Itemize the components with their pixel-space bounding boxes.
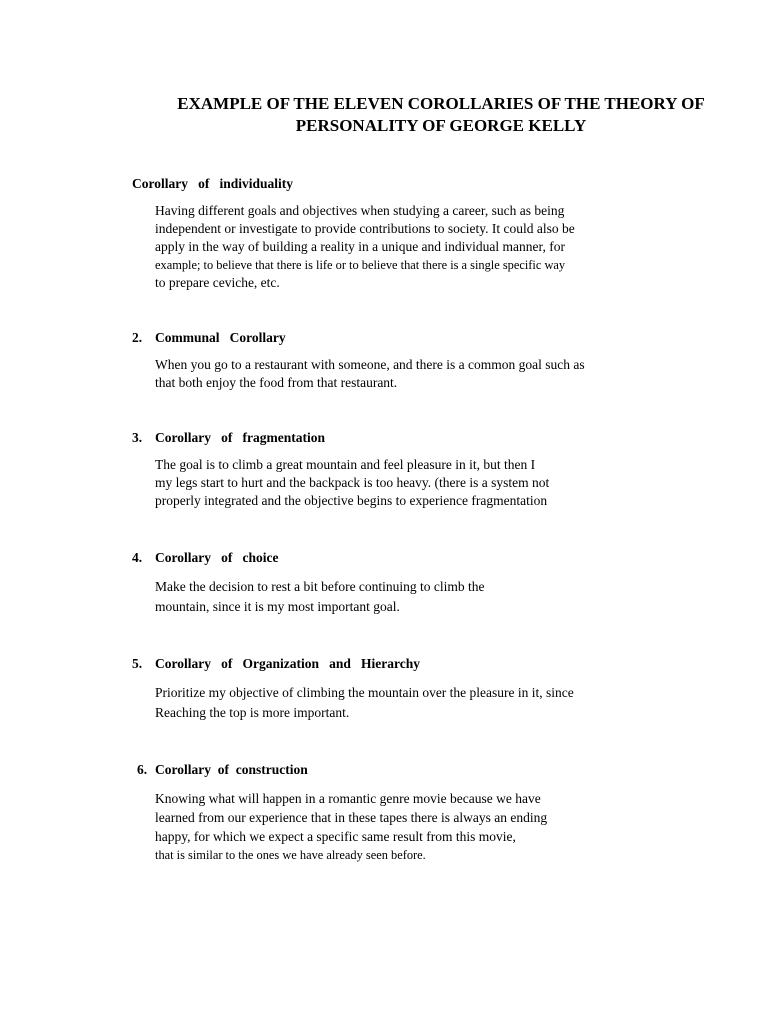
body-line: learned from our experience that in these tapes there is always an ending (155, 810, 548, 825)
section-heading-organization (132, 656, 420, 672)
section-heading-communal (132, 330, 286, 346)
section-heading-text: Corollary of construction (155, 762, 308, 777)
body-line: Make the decision to rest a bit before continuing to climb the (155, 579, 485, 594)
section-body-choice (155, 577, 485, 617)
section-heading-text: Corollary of choice (155, 550, 279, 565)
section-body-fragmentation (155, 456, 549, 510)
section-heading-fragmentation (132, 430, 325, 446)
body-line: to prepare ceviche, etc. (155, 275, 280, 290)
title-line-1: EXAMPLE OF THE ELEVEN COROLLARIES OF THE THEORY OF (177, 94, 705, 113)
title-line-2: PERSONALITY OF GEORGE KELLY (295, 116, 587, 135)
body-line: example; to believe that there is life or to believe that there is a single specific way (155, 258, 566, 272)
section-number: 4. (132, 550, 143, 565)
section-heading-text: Corollary of individuality (132, 176, 294, 191)
body-line: mountain, since it is my most important goal. (155, 599, 400, 614)
body-line: The goal is to climb a great mountain and feel pleasure in it, but then I (155, 457, 536, 472)
section-heading-construction (137, 762, 308, 778)
section-heading-choice (132, 550, 278, 566)
section-body-organization (155, 683, 574, 723)
section-heading-text: Communal Corollary (155, 330, 286, 345)
document-title (118, 93, 764, 137)
body-line: Prioritize my objective of climbing the mountain over the pleasure in it, since (155, 685, 574, 700)
body-line: my legs start to hurt and the backpack is too heavy. (there is a system not (155, 475, 550, 490)
body-line: apply in the way of building a reality in a unique and individual manner, for (155, 239, 565, 254)
section-body-individuality (155, 202, 575, 292)
body-line: When you go to a restaurant with someone, and there is a common goal such as (155, 357, 585, 372)
body-line: that is similar to the ones we have already seen before. (155, 848, 426, 862)
body-line: independent or investigate to provide contributions to society. It could also be (155, 221, 575, 236)
section-heading-individuality (132, 176, 293, 192)
body-line: properly integrated and the objective begins to experience fragmentation (155, 493, 548, 508)
section-number: 2. (132, 330, 143, 345)
body-line: happy, for which we expect a specific same result from this movie, (155, 829, 516, 844)
section-number: 6. (137, 762, 148, 777)
section-body-construction (155, 789, 547, 865)
section-heading-text: Corollary of fragmentation (155, 430, 325, 445)
body-line: Reaching the top is more important. (155, 705, 350, 720)
body-line: Having different goals and objectives when studying a career, such as being (155, 203, 565, 218)
section-number: 3. (132, 430, 143, 445)
body-line: that both enjoy the food from that restaurant. (155, 375, 398, 390)
section-heading-text: Corollary of Organization and Hierarchy (155, 656, 420, 671)
section-body-communal (155, 356, 585, 392)
body-line: Knowing what will happen in a romantic genre movie because we have (155, 791, 541, 806)
section-number: 5. (132, 656, 143, 671)
